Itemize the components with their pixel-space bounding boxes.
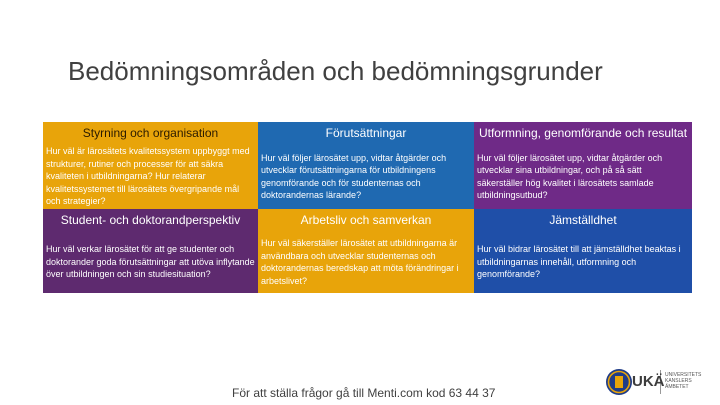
menti-footer: För att ställa frågor gå till Menti.com kod 63 44 37 — [232, 386, 496, 400]
header-jamstalldhet: Jämställdhet — [474, 209, 692, 231]
body-utformning: Hur väl följer lärosätet upp, vidtar åtgärder och utvecklar sina utbildningar, och på så sätt säkerställer hög kvalitet i lärosätets samlade utbildningsutbud? — [474, 144, 692, 209]
slide-title: Bedömningsområden och bedömningsgrunder — [68, 56, 603, 86]
header-forutsattningar: Förutsättningar — [258, 122, 474, 144]
header-utformning: Utformning, genomförande och resultat — [474, 122, 692, 144]
header-arbetsliv: Arbetsliv och samverkan — [258, 209, 474, 231]
header-student: Student- och doktorandperspektiv — [43, 209, 258, 231]
body-arbetsliv: Hur väl säkerställer lärosätet att utbildningarna är användbara och utvecklar studenternas och doktorandernas beredskap att möta förändringar i arbetslivet? — [258, 231, 474, 293]
body-jamstalldhet: Hur väl bidrar lärosätet till att jämställdhet beaktas i utbildningarnas innehåll, utformning och genomförande? — [474, 231, 692, 293]
body-student: Hur väl verkar lärosätet för att ge studenter och doktorander goda förutsättningar att utöva inflytande över utbildningen och sin studiesituation? — [43, 231, 258, 293]
header-styrning: Styrning och organisation — [43, 122, 258, 144]
body-styrning: Hur väl är lärosätets kvalitetssystem uppbyggt med strukturer, rutiner och processer för att säkra kvaliteten i utbildningarna? Hur relaterar kvalitetssystemet till lärosätets övergripande mål och strategier? — [43, 144, 258, 209]
logo-text: UKÄ — [632, 373, 665, 390]
body-forutsattningar: Hur väl följer lärosätet upp, vidtar åtgärder och utvecklar förutsättningarna för utbildningens genomförande och för studenternas och doktorandernas lärande? — [258, 144, 474, 209]
logo-subtitle: UNIVERSITETS KANSLERS ÄMBETET — [665, 372, 702, 390]
